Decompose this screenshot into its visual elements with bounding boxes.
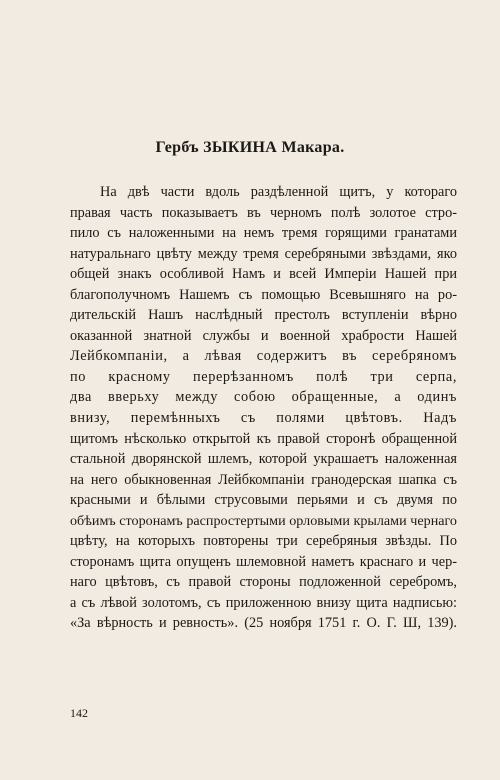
text-line: обѣимъ сторонамъ распростертыми орловыми крылами чернаго: [70, 512, 457, 529]
text-line: по красному перерѣзанномъ полѣ три серпа,: [70, 368, 457, 385]
text-line: оказанной знатной службы и военной храбрости Нашей: [70, 327, 457, 344]
text-line: внизу, перемѣнныхъ съ полями цвѣтовъ. Надъ: [70, 410, 457, 427]
text-line: дительскій Нашъ наслѣдный престолъ вступленіи вѣрно: [70, 307, 457, 324]
text-line: правая часть показываетъ въ черномъ полѣ золотое стро-: [70, 204, 457, 221]
text-line: пило съ наложенными на немъ тремя горящими гранатами: [70, 225, 457, 242]
document-body: [70, 182, 457, 634]
page-number: 142: [70, 706, 88, 720]
text-line: На двѣ части вдоль раздѣленной щитъ, у котораго: [100, 184, 457, 200]
text-line: щитомъ нѣсколько открытой къ правой сторонѣ обращенной: [70, 430, 457, 447]
text-line: наго цвѣтовъ, съ правой стороны подложенной серебромъ,: [70, 574, 457, 591]
text-line: два вверьху между собою обращенные, а одинъ: [70, 389, 457, 406]
text-line: «За вѣрность и ревность». (25 ноября 1751 г. О. Г. Ш, 139).: [70, 615, 457, 632]
text-line: красными и бѣлыми струсовыми перьями и съ двумя по: [70, 492, 457, 509]
text-line: сторонамъ щита опущенъ шлемовной наметъ краснаго и чер-: [70, 553, 457, 570]
text-line: Лейбкомпаніи, а лѣвая содержитъ въ серебряномъ: [70, 348, 457, 365]
text-line: стальной дворянской шлемъ, которой украшаетъ наложенная: [70, 451, 457, 468]
text-line: натуральнаго цвѣту между тремя серебряными звѣздами, яко: [70, 245, 457, 262]
text-line: благополучномъ Нашемъ съ помощью Всевышняго на ро-: [70, 286, 457, 303]
text-line: общей знакъ особливой Намъ и всей Имперіи Нашей при: [70, 266, 457, 283]
text-line: на него обыкновенная Лейбкомпаніи гранодерская шапка съ: [70, 471, 457, 488]
text-line: цвѣту, на которыхъ повторены три серебряныя звѣзды. По: [70, 533, 457, 550]
text-line: а съ лѣвой золотомъ, съ приложенною внизу щита надписью:: [70, 594, 457, 611]
document-title: Гербъ ЗЫКИНА Макара.: [155, 139, 345, 156]
